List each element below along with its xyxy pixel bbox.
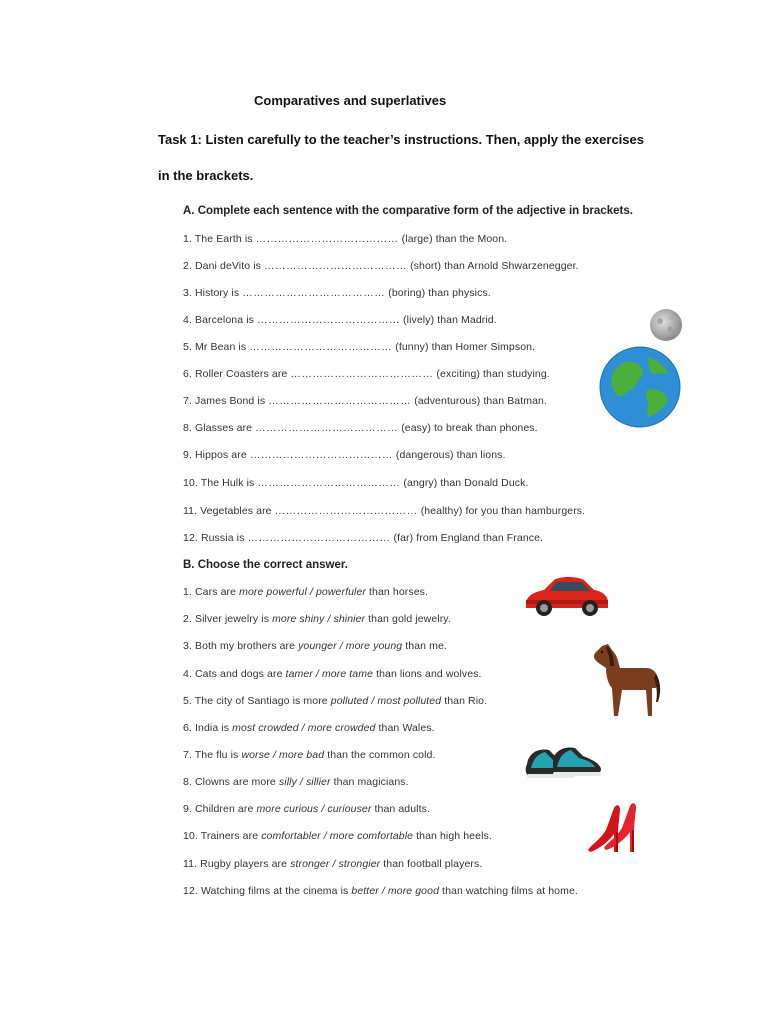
moon-picture [648,307,684,343]
section-a-item: 8. Glasses are ………………………………… (easy) to break than phones. [183,422,538,434]
section-a-heading: A. Complete each sentence with the comparative form of the adjective in brackets. [183,205,633,217]
section-a-item: 2. Dani deVito is ………………………………… (short) than Arnold Shwarzenegger. [183,260,579,272]
section-a-item: 9. Hippos are ………………………………… (dangerous) than lions. [183,449,506,461]
section-a-item: 11. Vegetables are ………………………………… (healthy) for you than hamburgers. [183,505,586,517]
section-a-item: 5. Mr Bean is ………………………………… (funny) than Homer Simpson. [183,341,536,353]
section-b-item: 2. Silver jewelry is more shiny / shinier than gold jewelry. [183,613,451,625]
high-heels-picture [584,800,648,854]
section-a-item: 1. The Earth is ………………………………… (large) than the Moon. [183,233,508,245]
trainers-shoes-picture [523,738,603,784]
section-a-item: 7. James Bond is ………………………………… (adventurous) than Batman. [183,395,547,407]
section-b-item: 5. The city of Santiago is more polluted / most polluted than Rio. [183,695,488,707]
section-b-item: 1. Cars are more powerful / powerfuler than horses. [183,586,429,598]
section-b-item: 10. Trainers are comfortabler / more comfortable than high heels. [183,830,492,842]
worksheet-title: Comparatives and superlatives [254,93,447,108]
section-a-item: 4. Barcelona is ………………………………… (lively) than Madrid. [183,314,497,326]
section-a-item: 6. Roller Coasters are ………………………………… (exciting) than studying. [183,368,550,380]
horse-picture [588,640,664,718]
section-a-item: 10. The Hulk is ………………………………… (angry) than Donald Duck. [183,477,529,489]
section-b-item: 9. Children are more curious / curiouser than adults. [183,803,430,815]
section-a-item: 3. History is ………………………………… (boring) than physics. [183,287,491,299]
section-b-item: 6. India is most crowded / more crowded than Wales. [183,722,435,734]
section-b-item: 7. The flu is worse / more bad than the common cold. [183,749,436,761]
section-b-item: 3. Both my brothers are younger / more young than me. [183,640,447,652]
task-instructions: Task 1: Listen carefully to the teacher’s instructions. Then, apply the exercises in the brackets. [158,132,644,183]
section-b-item: 8. Clowns are more silly / sillier than magicians. [183,776,409,788]
section-b-item: 12. Watching films at the cinema is better / more good than watching films at home. [183,885,578,897]
section-b-item: 11. Rugby players are stronger / strongier than football players. [183,858,483,870]
earth-globe-picture [598,345,682,429]
section-a-item: 12. Russia is ………………………………… (far) from England than France. [183,532,544,544]
red-car-picture [522,570,610,620]
section-b-heading: B. Choose the correct answer. [183,559,348,571]
section-b-item: 4. Cats and dogs are tamer / more tame than lions and wolves. [183,668,482,680]
